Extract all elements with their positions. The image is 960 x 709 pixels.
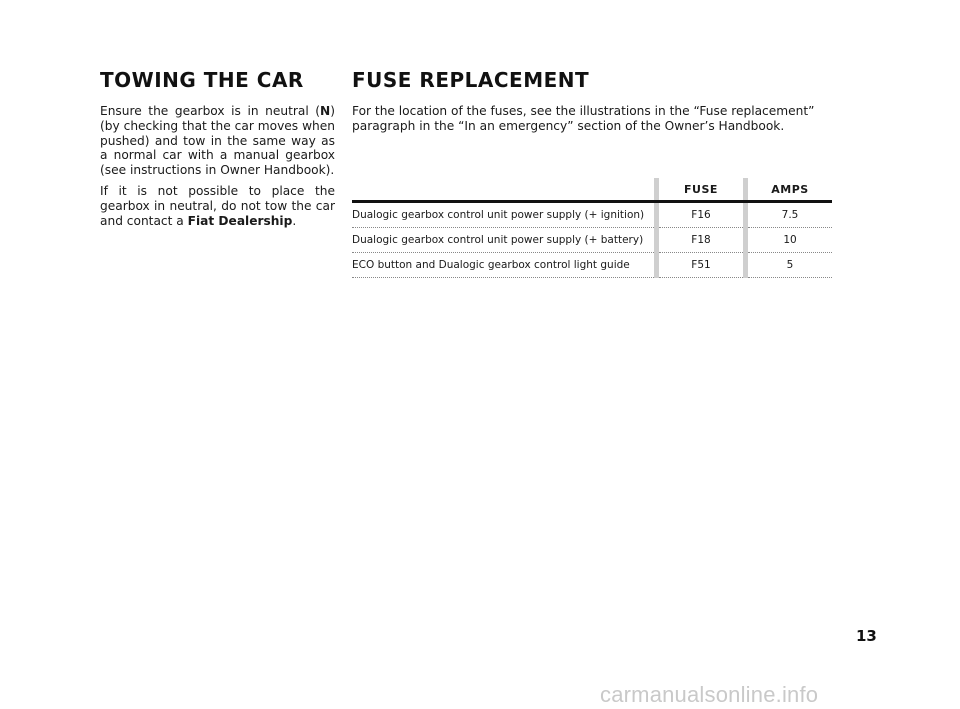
table-row (352, 253, 832, 278)
towing-section (100, 68, 335, 234)
fuse-table (352, 178, 832, 278)
fuse-header: FUSE (659, 178, 743, 202)
fiat-dealership-text: Fiat Dealership (187, 213, 293, 228)
row-fuse: F16 (659, 202, 743, 228)
row-description: Dualogic gearbox control unit power supply (+ battery) (352, 228, 654, 253)
row-description: ECO button and Dualogic gearbox control light guide (352, 253, 654, 278)
fuse-intro: For the location of the fuses, see the illustrations in the “Fuse replacement” paragraph in the “In an emergency” section of the Owner’s Handbook. (352, 104, 815, 133)
towing-p2-after: . (292, 213, 297, 228)
page-number: 13 (856, 627, 877, 645)
towing-p2-before: If it is not possible to place the gearbox in neutral, do not tow the car and contact a (100, 183, 335, 228)
table-row (352, 228, 832, 253)
watermark: carmanualsonline.info (600, 682, 819, 707)
neutral-symbol: N (320, 104, 331, 118)
row-amps: 10 (748, 228, 832, 253)
row-fuse: F51 (659, 253, 743, 278)
towing-paragraph-2 (100, 184, 335, 228)
fuse-table-header (352, 178, 832, 202)
amps-header: AMPS (748, 178, 832, 202)
towing-p1-after: ) (by checking that the car moves when pushed) and tow in the same way as a normal car with a manual gearbox (see instructions in Owner Handbook). (100, 104, 335, 178)
fuse-section (352, 68, 832, 140)
row-description: Dualogic gearbox control unit power supply (+ ignition) (352, 202, 654, 228)
row-amps: 7.5 (748, 202, 832, 228)
fuse-title: FUSE REPLACEMENT (352, 68, 590, 92)
row-fuse: F18 (659, 228, 743, 253)
desc-header (352, 178, 654, 202)
row-amps: 5 (748, 253, 832, 278)
towing-paragraph-1 (100, 104, 335, 178)
towing-title: TOWING THE CAR (100, 68, 304, 92)
table-row (352, 202, 832, 228)
towing-p1-before: Ensure the gearbox is in neutral ( (100, 104, 321, 118)
